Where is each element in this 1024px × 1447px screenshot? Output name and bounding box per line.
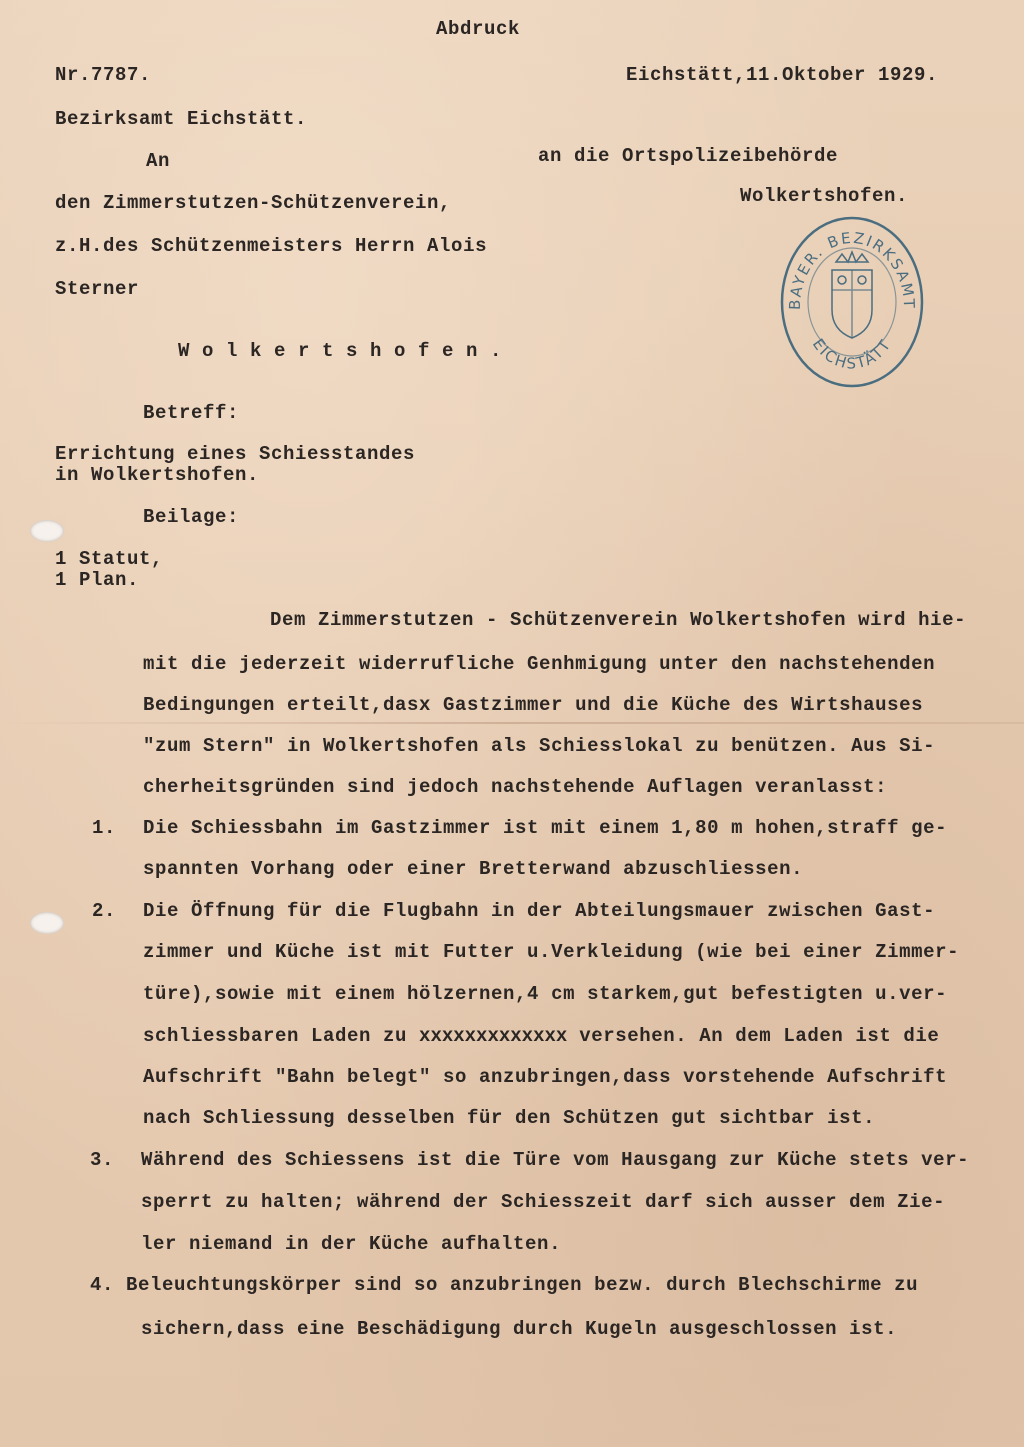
paper-fold — [0, 722, 1024, 724]
seal-text-top: BAYER. BEZIRKSAMT — [785, 228, 919, 311]
addressee-line: z.H.des Schützenmeisters Herrn Alois — [55, 235, 488, 257]
copy-to-line: an die Ortspolizeibehörde — [538, 145, 839, 167]
condition-number: 1. — [92, 817, 117, 839]
condition-line: Die Öffnung für die Flugbahn in der Abteilungsmauer zwischen Gast- — [143, 900, 936, 922]
body-line: Dem Zimmerstutzen - Schützenverein Wolkertshofen wird hie- — [270, 609, 967, 631]
coat-of-arms-icon — [832, 252, 872, 338]
addressee-line: Sterner — [55, 278, 140, 300]
copy-label: Abdruck — [436, 18, 521, 40]
condition-line: spannten Vorhang oder einer Bretterwand abzuschliessen. — [143, 858, 804, 880]
condition-number: 2. — [92, 900, 117, 922]
condition-line — [143, 1025, 939, 1047]
condition-line: nach Schliessung desselben für den Schützen gut sichtbar ist. — [143, 1107, 876, 1129]
body-line: mit die jederzeit widerrufliche Genhmigung unter den nachstehenden — [143, 653, 936, 675]
condition-line-text: schliessbaren Laden zu — [143, 1025, 420, 1047]
punch-hole — [30, 912, 64, 934]
enclosure-line: 1 Statut, — [55, 548, 164, 570]
subject-line: in Wolkertshofen. — [55, 464, 260, 486]
condition-line: ler niemand in der Küche aufhalten. — [141, 1233, 562, 1255]
condition-number: 3. — [90, 1149, 115, 1171]
condition-line: Die Schiessbahn im Gastzimmer ist mit einem 1,80 m hohen,straff ge- — [143, 817, 948, 839]
condition-line: Aufschrift "Bahn belegt" so anzubringen,dass vorstehende Aufschrift — [143, 1066, 948, 1088]
enclosure-line: 1 Plan. — [55, 569, 140, 591]
official-seal-stamp — [776, 212, 928, 392]
subject-label: Betreff: — [143, 402, 240, 424]
enclosure-label: Beilage: — [143, 506, 240, 528]
condition-line: sichern,dass eine Beschädigung durch Kugeln ausgeschlossen ist. — [141, 1318, 898, 1340]
addressee-town: W o l k e r t s h o f e n . — [178, 340, 503, 362]
body-line: "zum Stern" in Wolkertshofen als Schiesslokal zu benützen. Aus Si- — [143, 735, 936, 757]
body-line: cherheitsgründen sind jedoch nachstehende Auflagen veranlasst: — [143, 776, 888, 798]
issuing-authority: Bezirksamt Eichstätt. — [55, 108, 308, 130]
condition-line: Während des Schiessens ist die Türe vom Hausgang zur Küche stets ver- — [141, 1149, 970, 1171]
copy-to-town: Wolkertshofen. — [740, 185, 909, 207]
subject-line: Errichtung eines Schiesstandes — [55, 443, 416, 465]
struck-out-text: xxxxxxxxxxxxx — [419, 1025, 568, 1047]
condition-line-text: versehen. An dem Laden ist die — [567, 1025, 940, 1047]
place-date: Eichstätt,11.Oktober 1929. — [626, 64, 939, 86]
punch-hole — [30, 520, 64, 542]
condition-number: 4. — [90, 1274, 115, 1296]
condition-line: Beleuchtungskörper sind so anzubringen bezw. durch Blechschirme zu — [126, 1274, 919, 1296]
addressee-an: An — [146, 150, 171, 172]
condition-line: türe),sowie mit einem hölzernen,4 cm starkem,gut befestigten u.ver- — [143, 983, 948, 1005]
reference-number: Nr.7787. — [55, 64, 152, 86]
condition-line: zimmer und Küche ist mit Futter u.Verkleidung (wie bei einer Zimmer- — [143, 941, 960, 963]
body-line: Bedingungen erteilt,dasx Gastzimmer und die Küche des Wirtshauses — [143, 694, 924, 716]
addressee-line: den Zimmerstutzen-Schützenverein, — [55, 192, 452, 214]
seal-text-bottom: EICHSTÄTT — [808, 335, 896, 373]
condition-line: sperrt zu halten; während der Schiesszeit darf sich ausser dem Zie- — [141, 1191, 946, 1213]
